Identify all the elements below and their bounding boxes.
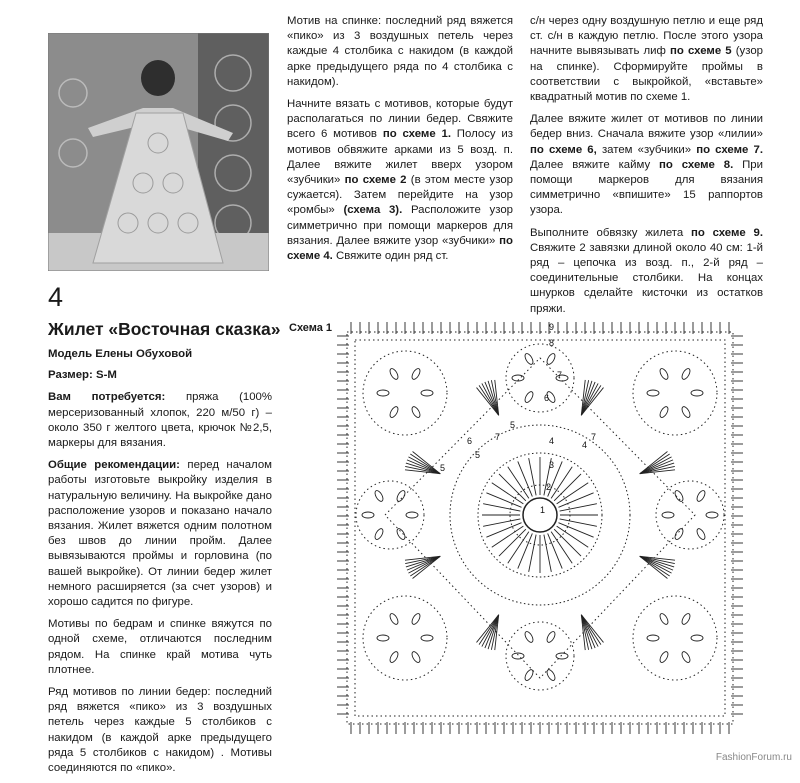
puff-stitch xyxy=(410,612,421,625)
puff-stitch xyxy=(373,527,384,540)
puff-stitch xyxy=(395,489,406,502)
materials-label: Вам потребуется: xyxy=(48,391,166,404)
size-label: Размер: xyxy=(48,369,93,382)
round-number: 9 xyxy=(549,322,555,332)
puff-stitch xyxy=(523,630,534,643)
scheme-label: Схема 1 xyxy=(289,322,333,334)
model-credit: Модель Елены Обуховой xyxy=(48,348,193,360)
size-value: S-M xyxy=(95,369,117,382)
puff-stitch xyxy=(545,668,556,681)
photo-model-vest xyxy=(48,33,269,271)
materials-paragraph xyxy=(48,390,272,451)
puff-stitch xyxy=(556,653,568,659)
puff-stitch xyxy=(388,650,399,663)
round-number: 7 xyxy=(557,370,563,380)
puff-stitch xyxy=(658,612,669,625)
page-number: 4 xyxy=(48,282,64,312)
puff-stitch xyxy=(523,668,534,681)
puff-stitch xyxy=(680,367,691,380)
round-number: 2 xyxy=(546,482,552,492)
puff-stitch xyxy=(512,653,524,659)
puff-stitch xyxy=(658,405,669,418)
recommendations-label: Общие рекомендации: xyxy=(48,459,180,472)
puff-stitch xyxy=(373,489,384,502)
article-title: Жилет «Восточная сказка» xyxy=(48,319,281,339)
round-number: 1 xyxy=(540,505,546,515)
puff-stitch xyxy=(421,635,433,641)
watermark: FashionForum.ru xyxy=(715,752,792,763)
round-number: 3 xyxy=(549,460,555,470)
round-number: 5 xyxy=(510,420,516,430)
motifs-paragraph: Мотивы по бедрам и спинке вяжутся по одной схеме, отличаются последним рядом. На спинке край мотива чуть плотнее. xyxy=(48,618,272,676)
puff-stitch xyxy=(647,390,659,396)
column-right xyxy=(530,14,763,324)
puff-stitch xyxy=(647,635,659,641)
puff-stitch xyxy=(523,390,534,403)
recommendations-paragraph xyxy=(48,458,272,610)
puff-stitch xyxy=(395,527,406,540)
puff-stitch xyxy=(410,650,421,663)
puff-stitch xyxy=(377,390,389,396)
row-start-paragraph: Ряд мотивов по линии бедер: последний ряд вяжется «пико» из 3 воздушных петель через каждые 5 столбиков с накидом (в каждой арке предыдущего ряда 5 столбиков с накидом) . Мотивы соединяются по «пико». xyxy=(48,686,272,775)
materials-text: пряжа (100% мерсеризованный хлопок, 220 м/50 г) – около 350 г желтого цвета, крючок №2,5, маркеры для вязания. xyxy=(48,391,273,450)
puff-stitch xyxy=(421,390,433,396)
round-number: 4 xyxy=(582,440,588,450)
lower-part-paragraph: Далее вяжите жилет от мотивов по линии бедер вниз. Сначала вяжите узор «лилии» по схеме 6, затем «зубчики» по схеме 7. Далее вяжите кайму по схеме 8. При помощи маркеров для вязания симметрично «впишите» 15 раппортов узора. xyxy=(530,113,763,217)
column-middle xyxy=(287,14,513,271)
puff-stitch xyxy=(410,367,421,380)
puff-stitch xyxy=(691,635,703,641)
round-number: 5 xyxy=(440,463,446,473)
round-number: 6 xyxy=(544,393,550,403)
puff-stitch xyxy=(680,405,691,418)
photo-image xyxy=(48,33,269,271)
back-motif-paragraph: Мотив на спинке: последний ряд вяжется «пико» из 3 воздушных петель через каждые 4 столбика с накидом (в каждой арке предыдущего ряда по 4 столбика с накидом). xyxy=(287,15,513,88)
puff-stitch xyxy=(362,512,374,518)
puff-stitch xyxy=(410,405,421,418)
size-line xyxy=(48,368,272,383)
column-left xyxy=(48,347,272,783)
round-number: 6 xyxy=(467,436,473,446)
puff-stitch xyxy=(691,390,703,396)
puff-stitch xyxy=(662,512,674,518)
round-number: 7 xyxy=(495,432,501,442)
puff-stitch xyxy=(545,352,556,365)
crochet-scheme-diagram xyxy=(335,318,745,738)
puff-stitch xyxy=(673,489,684,502)
puff-stitch xyxy=(388,367,399,380)
puff-stitch xyxy=(695,527,706,540)
puff-stitch xyxy=(388,405,399,418)
bodice-paragraph: с/н через одну воздушную петлю и еще ряд ст. с/н в каждую петлю. После этого узора начните вывязывать лиф по схеме 5 (узор на спинке). Сформируйте проймы в соответствии с выкройкой, «вставьте» квадратный мотив по схеме 1. xyxy=(530,15,763,104)
puff-stitch xyxy=(658,650,669,663)
instructions-paragraph: Начните вязать с мотивов, которые будут располагаться по линии бедер. Свяжите всего 6 мотивов по схеме 1. Полосу из мотивов обвяжите арками из 5 возд. п. Далее вяжите жилет вверх узором «зубчики» по схеме 2 (в этом месте узор сужается). Затем перейдите на узор «ромбы» (схема 3). Расположите узор симметрично при помощи маркеров для вязания. Далее вяжите узор «зубчики» по схеме 4. Свяжите один ряд ст. xyxy=(287,98,513,263)
puff-stitch xyxy=(545,630,556,643)
round-number: 7 xyxy=(591,432,597,442)
finishing-paragraph: Выполните обвязку жилета по схеме 9. Свяжите 2 завязки длиной около 40 см: 1-й ряд – цепочка из возд. п., 2-й ряд – соединительные столбики. На концах шнурков сделайте кисточки из остатков пряжи. xyxy=(530,226,763,315)
recommendations-text: перед началом работы изготовьте выкройку изделия в натуральную величину. На выкройке дано расположение узоров и показано начало вязания. Жилет вяжется одним полотном без швов до линии пройм. Далее вывязываются проймы и горловина (по вашей выкройке). От линии бедер жилет немного расширяется (за счет узоров) и хорошо садится по фигуре. xyxy=(48,459,273,609)
puff-stitch xyxy=(377,635,389,641)
puff-stitch xyxy=(706,512,718,518)
puff-stitch xyxy=(695,489,706,502)
round-number: 5 xyxy=(475,450,481,460)
round-number: 4 xyxy=(549,436,555,446)
puff-stitch xyxy=(680,650,691,663)
puff-stitch xyxy=(680,612,691,625)
puff-stitch xyxy=(658,367,669,380)
puff-stitch xyxy=(673,527,684,540)
puff-stitch xyxy=(388,612,399,625)
puff-stitch xyxy=(406,512,418,518)
puff-stitch xyxy=(523,352,534,365)
round-number: 8 xyxy=(549,338,555,348)
